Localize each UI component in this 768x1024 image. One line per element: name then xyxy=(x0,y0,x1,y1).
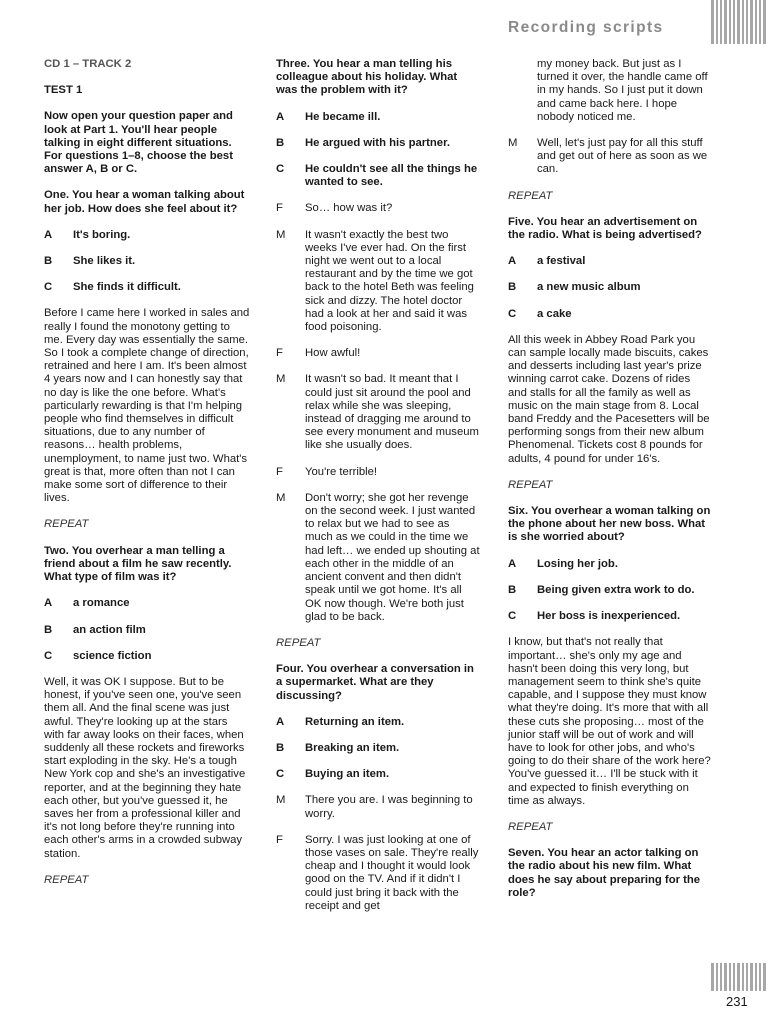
dialogue-line: F So… how was it? xyxy=(276,202,393,215)
dialogue-line: F How awful! xyxy=(276,347,361,360)
q3-option-c: C He couldn't see all the things he wanted to see. xyxy=(276,163,478,189)
column-3 xyxy=(508,58,712,913)
stripe xyxy=(742,963,744,991)
stripe xyxy=(716,0,718,44)
stripe xyxy=(746,963,748,991)
stripe xyxy=(759,0,761,44)
q6-script: I know, but that's not really that important… she's only my age and hasn't been doing this very long, but management seem to think she's quite capable, and I suppose they must know what they're doing. It's more that with all these cuts she proposing… most of the junior staff will be out of work and will have to look for other jobs, and who's going to do their share of the work here? You've guessed it… I'll be stuck with it and expected to finish everything on time as always. xyxy=(508,636,711,807)
q6-option-c: C Her boss is inexperienced. xyxy=(508,610,681,623)
repeat-label: REPEAT xyxy=(508,189,553,202)
stripe xyxy=(755,0,757,44)
q1-option-c: C She finds it difficult. xyxy=(44,281,181,294)
instructions: Now open your question paper and look at Part 1. You'll hear people talking in eight different situations. For questions 1–8, choose the best answer A, B or C. xyxy=(44,110,233,176)
q4-option-c: C Buying an item. xyxy=(276,768,390,781)
question-6: Six. You overhear a woman talking on the phone about her new boss. What is she worried about? xyxy=(508,505,711,544)
stripe xyxy=(729,0,731,44)
section-title: Recording scripts xyxy=(508,19,664,36)
q1-option-b: B She likes it. xyxy=(44,255,136,268)
q5-script: All this week in Abbey Road Park you can sample locally made biscuits, cakes and desserts including last year's prize winning carrot cake. Dozens of rides and stalls for all the family as well as music on the main stage from 8. Local band Freddy and the Pacesetters will be performing songs from their new album Phenomenal. Tickets cost 8 pounds for adults, 4 pound for under 16's. xyxy=(508,333,710,465)
stripe xyxy=(724,0,727,44)
q5-option-c: C a cake xyxy=(508,307,572,320)
dialogue-continuation: my money back. But just as I turned it over, the handle came off in my hands. So I just put it down and came back here. I hope nobody noticed me. xyxy=(537,58,708,123)
q5-option-a: A a festival xyxy=(508,255,586,268)
question-4: Four. You overhear a conversation in a supermarket. What are they discussing? xyxy=(276,663,474,702)
q3-option-b: B He argued with his partner. xyxy=(276,136,451,149)
stripe xyxy=(711,0,714,44)
repeat-label: REPEAT xyxy=(508,820,553,833)
stripe xyxy=(733,963,735,991)
question-7: Seven. You hear an actor talking on the radio about his new film. What does he say about preparing for the role? xyxy=(508,847,701,899)
q4-option-a: A Returning an item. xyxy=(276,715,405,728)
stripe xyxy=(737,0,740,44)
q2-script: Well, it was OK I suppose. But to be honest, if you've seen one, you've seen them all. And the final scene was just awful. They're looking up at the stars with far away looks on their faces, when suddenly all these rockets and fireworks start exploding in the sky. He's a tough New York cop and she's an investigative reporter, and at the beginning they hate each other, but you've guessed it, he saves her from a professional killer and it's not long before they're running into each other's arms in a crowded subway station. xyxy=(44,675,246,860)
stripe xyxy=(750,963,753,991)
column-1 xyxy=(44,58,250,900)
repeat-label: REPEAT xyxy=(508,478,553,491)
dialogue-line: M Don't worry; she got her revenge on the second week. I just wanted to relax but we had to see as much as we could in the time we had left… we ended up shouting at each other in the middle of an ancient convent and then didn't speak until we got home. It's all OK now though. We're both just glad to be back. xyxy=(276,491,480,623)
stripe xyxy=(733,0,735,44)
stripe xyxy=(759,963,761,991)
stripe xyxy=(720,0,722,44)
q3-option-a: A He became ill. xyxy=(276,110,381,123)
q6-option-a: A Losing her job. xyxy=(508,557,618,570)
dialogue-line: F You're terrible! xyxy=(276,465,378,478)
stripe xyxy=(750,0,753,44)
q1-option-a: A It's boring. xyxy=(44,228,131,241)
repeat-label: REPEAT xyxy=(44,873,89,886)
q2-option-b: B an action film xyxy=(44,623,146,636)
stripe xyxy=(763,0,766,44)
dialogue-line: M It wasn't exactly the best two weeks I've ever had. On the first night we went out to a local restaurant and by the time we got back to the hotel Beth was feeling sick and dizzy. The hotel doctor had a look at her and said it was food poisoning. xyxy=(276,228,474,334)
repeat-label: REPEAT xyxy=(44,518,89,531)
header-stripes-decoration xyxy=(711,0,768,44)
stripe xyxy=(737,963,740,991)
stripe xyxy=(720,963,722,991)
stripe xyxy=(729,963,731,991)
q4-option-b: B Breaking an item. xyxy=(276,741,400,754)
footer-stripes-decoration xyxy=(711,963,768,991)
repeat-label: REPEAT xyxy=(276,636,321,649)
q6-option-b: B Being given extra work to do. xyxy=(508,583,695,596)
question-2: Two. You overhear a man telling a friend about a film he saw recently. What type of film was it? xyxy=(44,544,232,584)
dialogue-line: F Sorry. I was just looking at one of those vases on sale. They're really cheap and I thought it would look good on the TV. And if it didn't I could just bring it back with the receipt and get xyxy=(276,833,479,912)
q5-option-b: B a new music album xyxy=(508,281,641,294)
track-label: CD 1 – TRACK 2 xyxy=(44,58,132,70)
question-5: Five. You hear an advertisement on the radio. What is being advertised? xyxy=(508,215,702,242)
stripe xyxy=(742,0,744,44)
stripe xyxy=(746,0,748,44)
stripe xyxy=(755,963,757,991)
stripe xyxy=(763,963,766,991)
dialogue-line: M Well, let's just pay for all this stuff and get out of here as soon as we can. xyxy=(508,137,708,176)
stripe xyxy=(711,963,714,991)
dialogue-line: M There you are. I was beginning to worry. xyxy=(276,794,473,820)
q2-option-c: C science fiction xyxy=(44,649,152,662)
question-1: One. You hear a woman talking about her job. How does she feel about it? xyxy=(44,189,245,215)
question-3: Three. You hear a man telling his colleague about his holiday. What was the problem with it? xyxy=(276,58,458,97)
q1-script: Before I came here I worked in sales and really I found the monotony getting to me. Every day was essentially the same. So I took a complete change of direction, retrained and here I am. It's been almost 4 years now and I can honestly say that no day is like the one before. What's particularly rewarding is that I'm helping people who find themselves in difficult situations, due to any number of reasons… health problems, unemployment, to name just two. What's great is that, more often than not I can make some sort of difference to their lives. xyxy=(44,307,250,505)
stripe xyxy=(724,963,727,991)
dialogue-line: M It wasn't so bad. It meant that I could just sit around the pool and relax while she was sleeping, instead of dragging me around to see every monument and museum like she usually does. xyxy=(276,373,479,452)
column-2 xyxy=(276,58,480,926)
page-number: 231 xyxy=(726,994,748,1009)
stripe xyxy=(716,963,718,991)
q2-option-a: A a romance xyxy=(44,597,130,610)
test-heading: TEST 1 xyxy=(44,84,83,97)
